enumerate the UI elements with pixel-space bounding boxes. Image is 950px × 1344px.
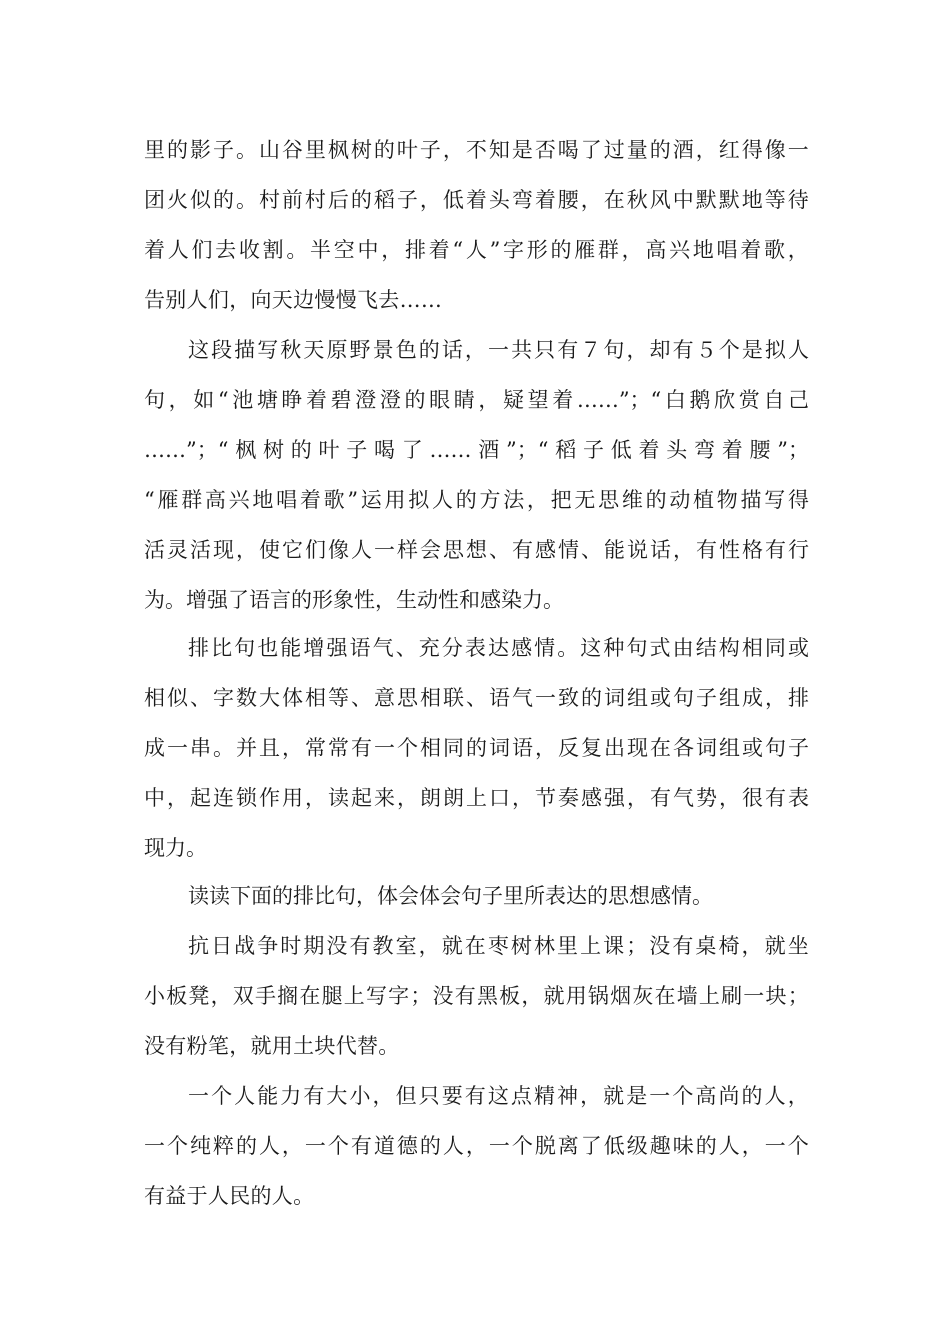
paragraph-personification — [144, 325, 809, 625]
text-line: 抗日战争时期没有教室，就在枣树林里上课；没有桌椅，就坐 — [188, 934, 809, 958]
paragraph-parallelism — [144, 623, 809, 873]
text-line: 小板凳，双手搁在腿上写字；没有黑板，就用锅烟灰在墙上刷一块； — [144, 984, 809, 1008]
text-line: 没有粉笔，就用土块代替。 — [144, 1034, 400, 1058]
text-line: 一个纯粹的人，一个有道德的人，一个脱离了低级趣味的人，一个 — [144, 1134, 809, 1158]
text-line: 一个人能力有大小，但只要有这点精神，就是一个高尚的人， — [188, 1084, 809, 1108]
text-line: 活灵活现，使它们像人一样会思想、有感情、能说话，有性格有行 — [144, 538, 809, 562]
text-line: 为。增强了语言的形象性，生动性和感染力。 — [144, 588, 564, 612]
paragraph-example-wartime — [144, 921, 809, 1071]
text-line: 中，起连锁作用，读起来，朗朗上口，节奏感强，有气势，很有表 — [144, 786, 809, 810]
text-line: 相似、字数大体相等、意思相联、语气一致的词组或句子组成，排 — [144, 686, 809, 710]
text-line: 里的影子。山谷里枫树的叶子，不知是否喝了过量的酒，红得像一 — [144, 138, 809, 162]
text-line: 句，如“池塘睁着碧澄澄的眼睛，疑望着……”；“白鹅欣赏自己 — [144, 388, 809, 412]
text-line: 成一串。并且，常常有一个相同的词语，反复出现在各词组或句子 — [144, 736, 809, 760]
text-line: 着人们去收割。半空中，排着“人”字形的雁群，高兴地唱着歌， — [144, 238, 809, 262]
paragraph-instruction — [144, 871, 809, 921]
paragraph-example-spirit — [144, 1071, 809, 1221]
text-line: 现力。 — [144, 836, 207, 860]
text-line: 有益于人民的人。 — [144, 1184, 315, 1208]
paragraph-autumn-scene — [144, 125, 809, 325]
text-line: 这段描写秋天原野景色的话，一共只有７句，却有５个是拟人 — [188, 338, 809, 362]
text-line: ……”；“枫树的叶子喝了……酒”；“稻子低着头弯着腰”； — [144, 438, 809, 462]
text-line: 读读下面的排比句，体会体会句子里所表达的思想感情。 — [188, 884, 713, 908]
text-line: 告别人们，向天边慢慢飞去…… — [144, 288, 443, 312]
text-line: “雁群高兴地唱着歌”运用拟人的方法，把无思维的动植物描写得 — [144, 488, 809, 512]
text-line: 团火似的。村前村后的稻子，低着头弯着腰，在秋风中默默地等待 — [144, 188, 809, 212]
text-line: 排比句也能增强语气、充分表达感情。这种句式由结构相同或 — [188, 636, 809, 660]
